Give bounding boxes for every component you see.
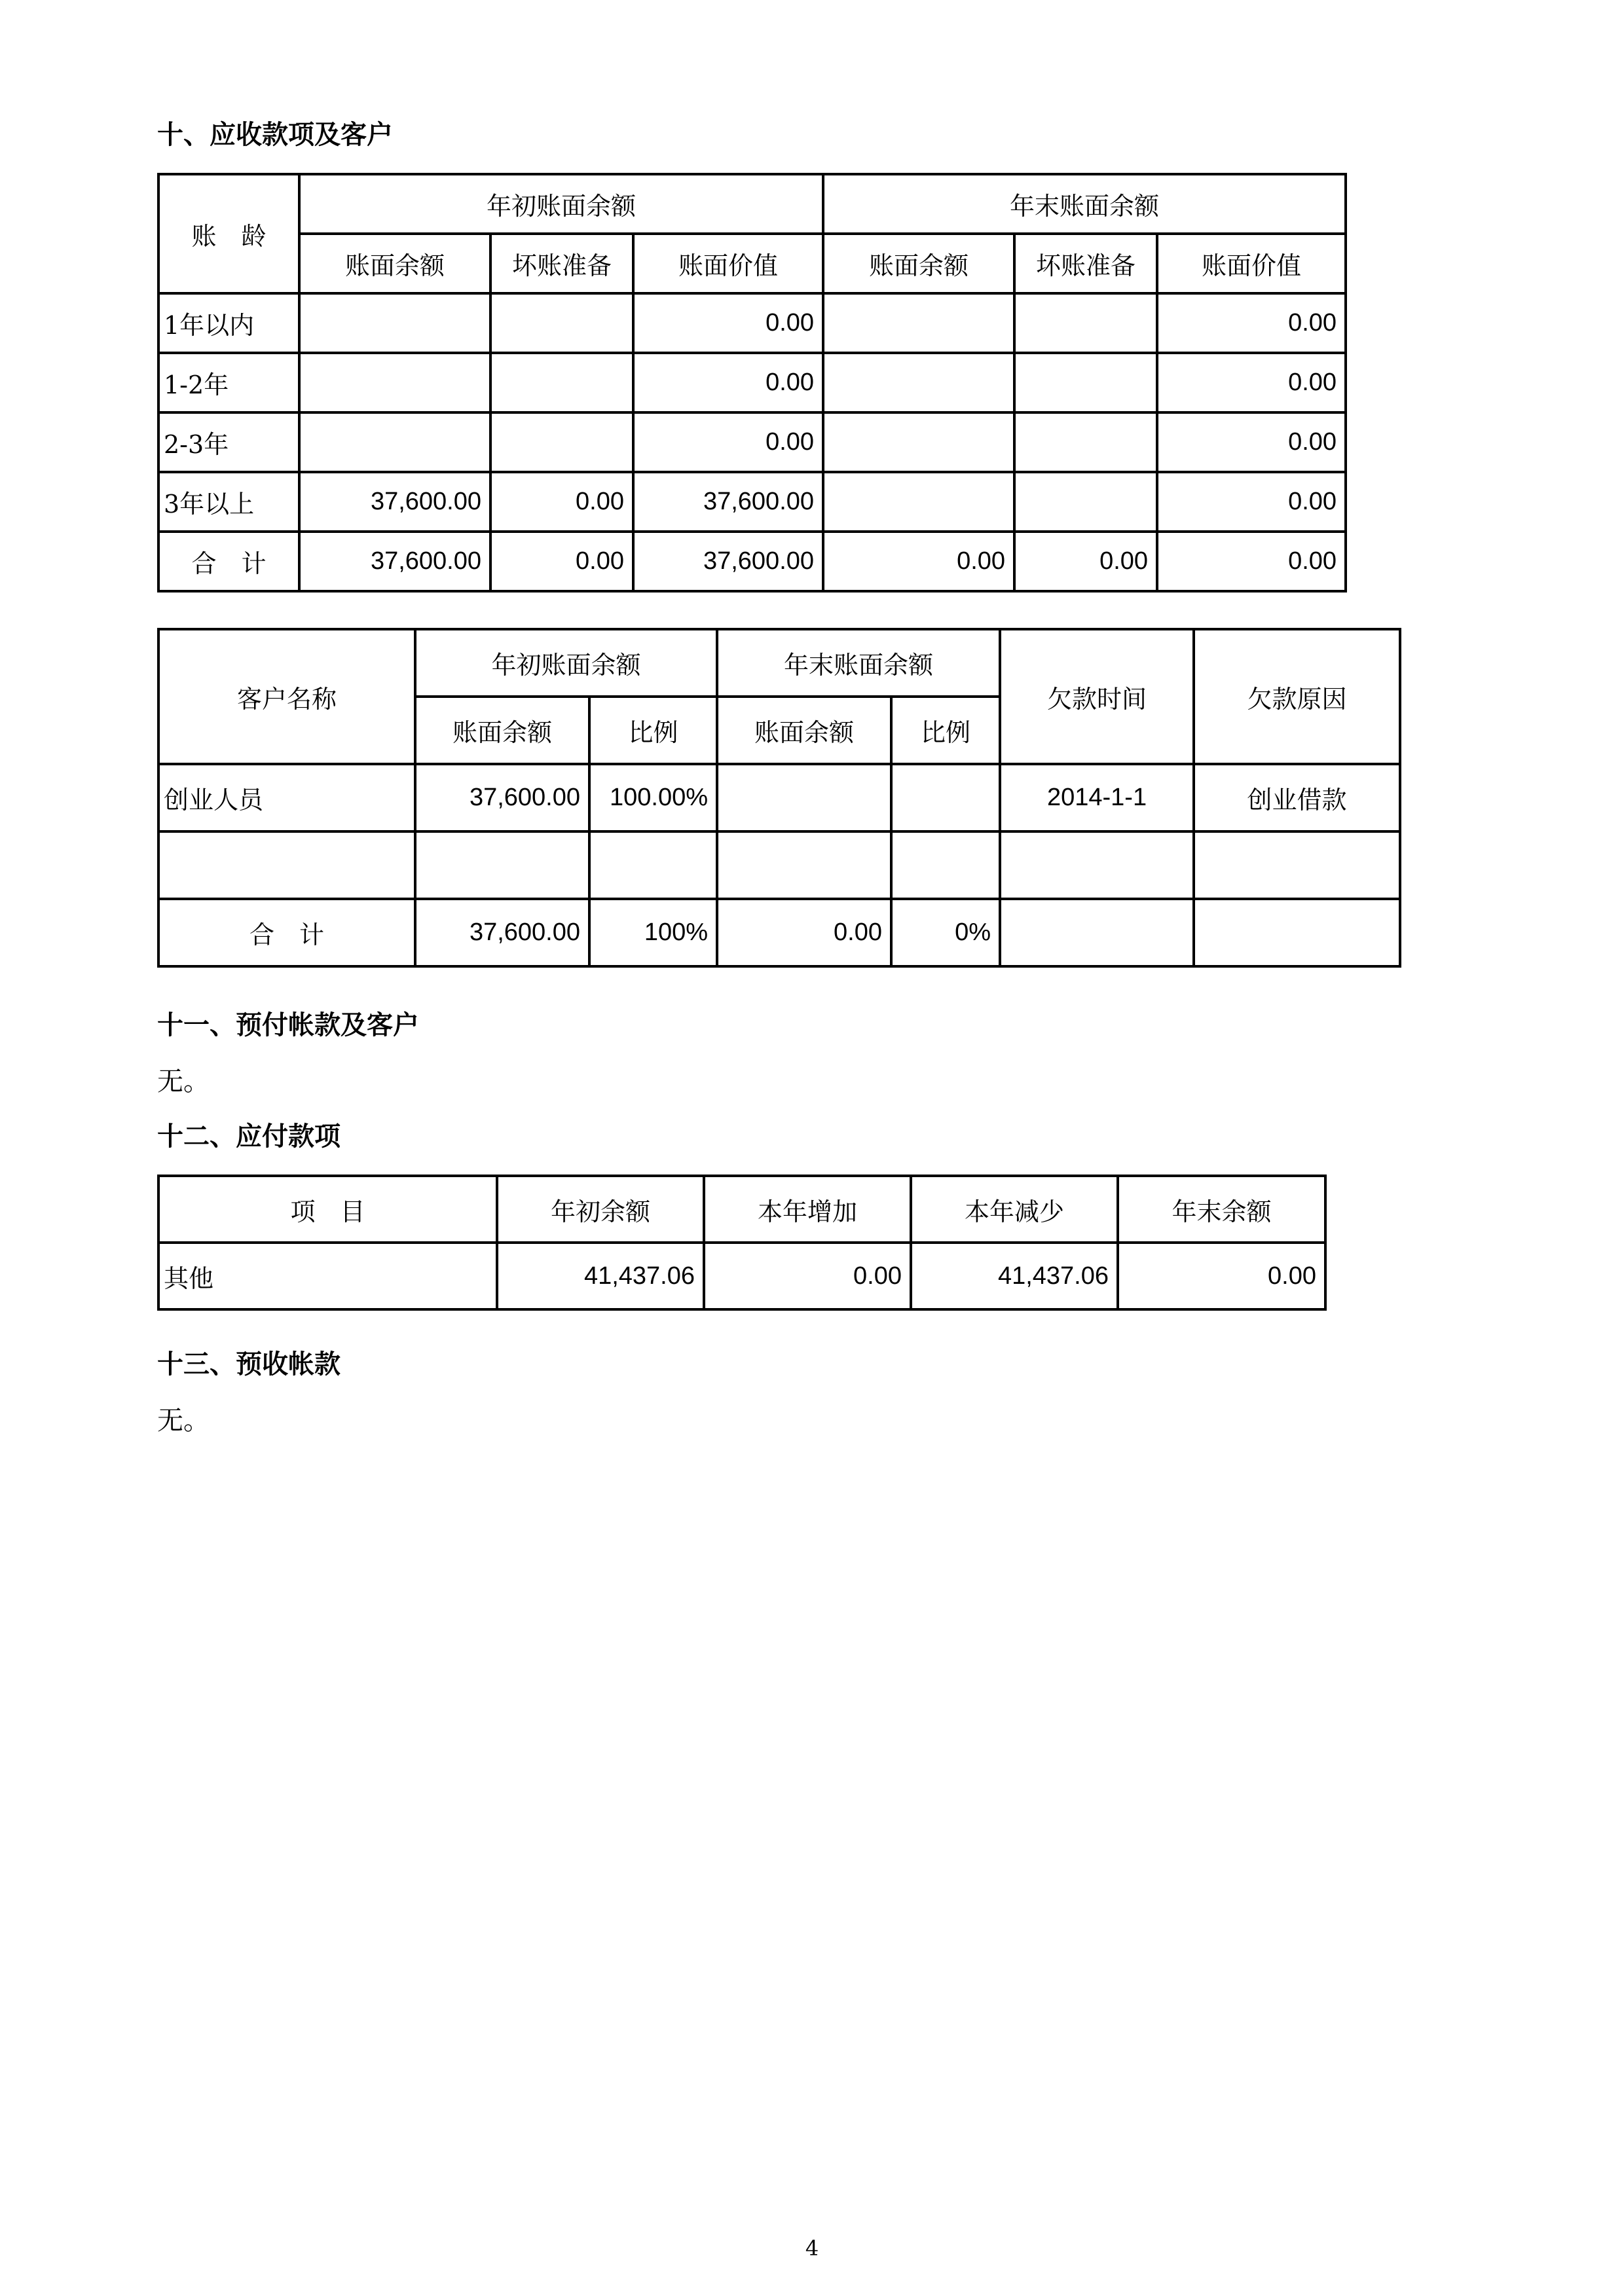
subheader-end-book-balance: 账面余额 [823, 234, 1014, 293]
cell [1014, 293, 1157, 353]
subheader-end-amount: 账面余额 [717, 697, 891, 764]
subheader-begin-book-balance: 账面余额 [299, 234, 490, 293]
begin-amount: 37,600.00 [415, 764, 589, 831]
row-label: 1-2年 [158, 353, 299, 412]
cell [823, 293, 1014, 353]
begin-ratio: 100.00% [589, 764, 717, 831]
subheader-begin-book-value: 账面价值 [633, 234, 823, 293]
cell: 0.00 [633, 293, 823, 353]
row-label: 3年以上 [158, 472, 299, 532]
begin-ratio [589, 831, 717, 899]
header-begin-balance: 年初账面余额 [415, 629, 717, 697]
cell [299, 293, 490, 353]
table-row [158, 831, 1400, 899]
end-ratio [891, 764, 1000, 831]
end-amount [717, 764, 891, 831]
cell [490, 412, 633, 472]
total-row [158, 899, 1400, 966]
cell [299, 353, 490, 412]
table-row [158, 1243, 1325, 1309]
cell: 0.00 [490, 472, 633, 532]
cell: 0.00 [1157, 293, 1346, 353]
cell [1014, 472, 1157, 532]
receivables-customer-table [157, 628, 1401, 968]
cell: 0.00 [1014, 532, 1157, 591]
end-ratio: 0% [891, 899, 1000, 966]
begin-amount: 37,600.00 [415, 899, 589, 966]
cell: 0.00 [633, 353, 823, 412]
section-11-title: 十一、预付帐款及客户 [157, 1010, 419, 1040]
subheader-begin-amount: 账面余额 [415, 697, 589, 764]
section-11-body: 无。 [157, 1066, 210, 1097]
cell: 0.00 [1157, 532, 1346, 591]
cell [299, 412, 490, 472]
cell [1014, 353, 1157, 412]
debt-reason: 创业借款 [1194, 764, 1400, 831]
cell [823, 472, 1014, 532]
subheader-end-book-value: 账面价值 [1157, 234, 1346, 293]
begin-amount [415, 831, 589, 899]
customer-name [158, 831, 415, 899]
table-row [158, 353, 1346, 412]
total-label: 合 计 [158, 532, 299, 591]
header-end-balance: 年末账面余额 [823, 174, 1346, 234]
cell [823, 412, 1014, 472]
end-ratio [891, 831, 1000, 899]
header-customer-name: 客户名称 [158, 629, 415, 764]
debt-time: 2014-1-1 [1000, 764, 1194, 831]
end-amount: 0.00 [717, 899, 891, 966]
header-item: 项 目 [158, 1176, 497, 1243]
cell [490, 353, 633, 412]
subheader-begin-bad-debt: 坏账准备 [490, 234, 633, 293]
begin-balance: 41,437.06 [497, 1243, 704, 1309]
debt-reason [1194, 831, 1400, 899]
row-label: 1年以内 [158, 293, 299, 353]
header-begin-balance: 年初账面余额 [299, 174, 823, 234]
total-row [158, 532, 1346, 591]
section-12-title: 十二、应付款项 [157, 1121, 341, 1152]
cell: 0.00 [1157, 472, 1346, 532]
header-end: 年末余额 [1118, 1176, 1325, 1243]
section-13-body: 无。 [157, 1406, 210, 1436]
cell: 0.00 [1157, 353, 1346, 412]
page-number: 4 [805, 2236, 819, 2261]
table-row [158, 412, 1346, 472]
cell: 0.00 [633, 412, 823, 472]
subheader-end-bad-debt: 坏账准备 [1014, 234, 1157, 293]
end-balance: 0.00 [1118, 1243, 1325, 1309]
debt-reason [1194, 899, 1400, 966]
cell: 37,600.00 [299, 532, 490, 591]
cell: 0.00 [823, 532, 1014, 591]
table-row [158, 764, 1400, 831]
end-amount [717, 831, 891, 899]
header-end-balance: 年末账面余额 [717, 629, 1000, 697]
receivables-aging-table [157, 173, 1347, 592]
cell [823, 353, 1014, 412]
header-debt-time: 欠款时间 [1000, 629, 1194, 764]
cell: 37,600.00 [633, 532, 823, 591]
cell: 37,600.00 [299, 472, 490, 532]
customer-name: 创业人员 [158, 764, 415, 831]
section-13-title: 十三、预收帐款 [157, 1349, 341, 1379]
header-debt-reason: 欠款原因 [1194, 629, 1400, 764]
header-decrease: 本年减少 [911, 1176, 1118, 1243]
table-row [158, 293, 1346, 353]
subheader-begin-ratio: 比例 [589, 697, 717, 764]
header-begin: 年初余额 [497, 1176, 704, 1243]
cell: 37,600.00 [633, 472, 823, 532]
header-aging: 账 龄 [158, 174, 299, 293]
table-row [158, 472, 1346, 532]
cell: 0.00 [490, 532, 633, 591]
begin-ratio: 100% [589, 899, 717, 966]
increase: 0.00 [704, 1243, 911, 1309]
decrease: 41,437.06 [911, 1243, 1118, 1309]
payables-table [157, 1175, 1327, 1311]
cell [490, 293, 633, 353]
debt-time [1000, 831, 1194, 899]
subheader-end-ratio: 比例 [891, 697, 1000, 764]
total-label: 合 计 [158, 899, 415, 966]
item-name: 其他 [158, 1243, 497, 1309]
row-label: 2-3年 [158, 412, 299, 472]
header-increase: 本年增加 [704, 1176, 911, 1243]
cell [1014, 412, 1157, 472]
debt-time [1000, 899, 1194, 966]
section-10-title: 十、应收款项及客户 [157, 120, 393, 150]
cell: 0.00 [1157, 412, 1346, 472]
